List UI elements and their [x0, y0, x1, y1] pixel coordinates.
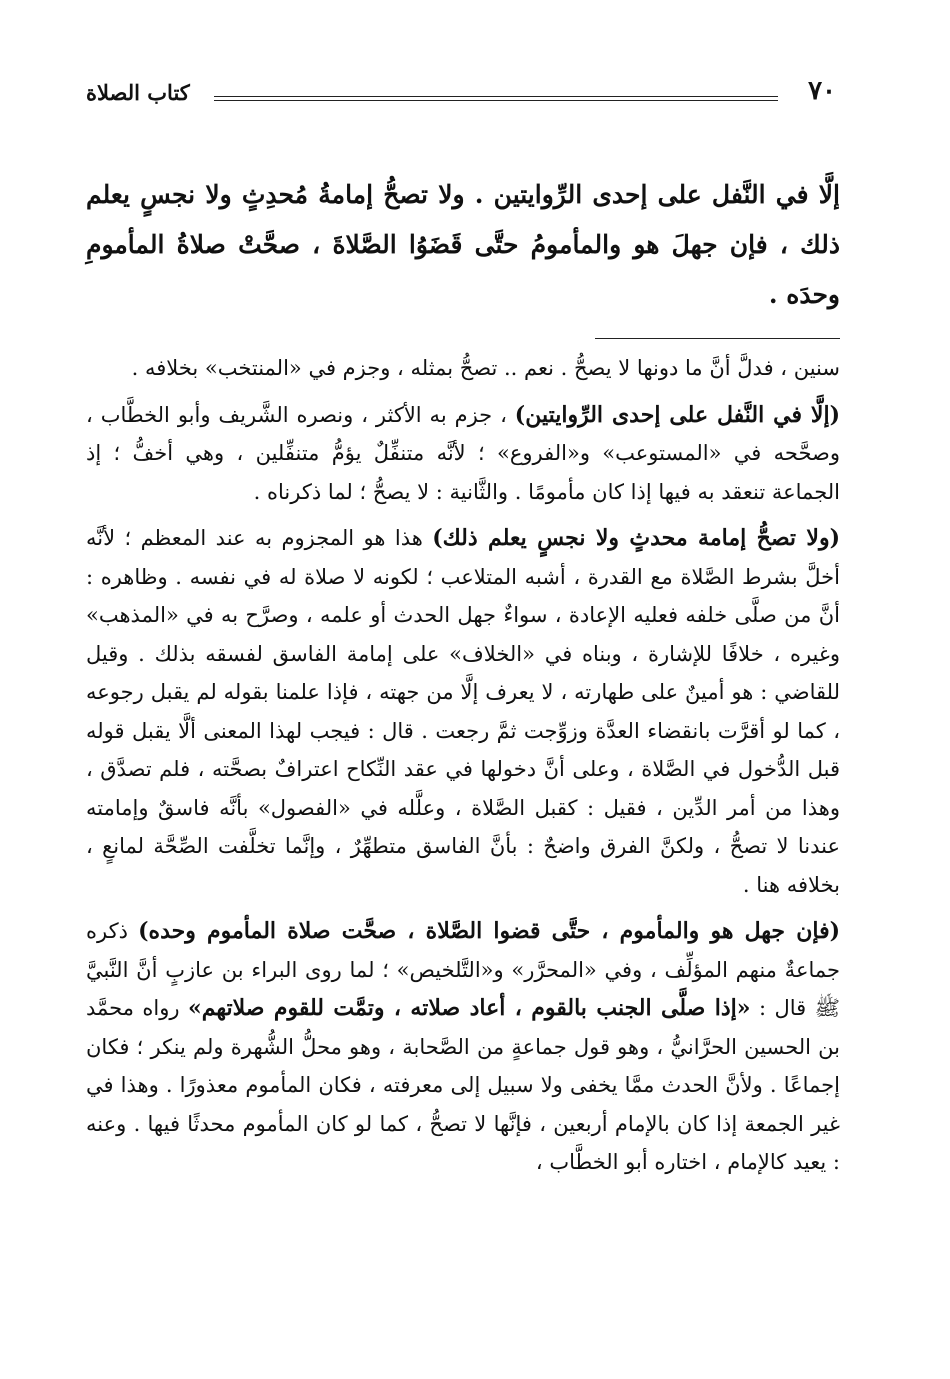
commentary-text: ذكره جماعةٌ منهم المؤلِّف ، وفي «المحرَّر» و«التَّلخيص» ؛ لما روى البراء بن عازبٍ أنَّ النَّبيَّ ﷺ قال :	[86, 919, 840, 1020]
main-text-block	[86, 170, 840, 320]
commentary-text: رواه محمَّد بن الحسين الحرَّانيُّ ، وهو قول جماعةٍ من الصَّحابة ، وهو محلُّ الشُّهرة ولم ينكر ؛ فكان إجماعًا . ولأنَّ الحدث ممَّا يخفى ولا سبيل إلى معرفته ، فكان المأموم معذورًا . وهذا في غير الجمعة إذا كان بالإمام أربعين ، فإنَّها لا تصحُّ ، كما لو كان المأموم محدثًا فيها . وعنه : يعيد كالإمام ، اختاره أبو الخطَّاب ،	[86, 996, 840, 1174]
header-rule	[214, 96, 778, 97]
commentary-text: هذا هو المجزوم به عند المعظم ؛ لأنَّه أخلَّ بشرط الصَّلاة مع القدرة ، أشبه المتلاعب ؛ لكونه لا صلاة له في نفسه . وظاهره : أنَّ من صلَّى خلفه فعليه الإعادة ، سواءٌ جهل الحدث أو علمه ، وصرَّح به في «المذهب» وغيره ، خلافًا للإشارة ، وبناه في «الخلاف» على إمامة الفاسق لفسقه بذلك . وقيل للقاضي : هو أمينٌ على طهارته ، لا يعرف إلَّا من جهته ، فإذا علمنا بقوله لم يقبل رجوعه ، كما لو أقرَّت بانقضاء العدَّة وزوِّجت ثمَّ رجعت . قال : فيجب لهذا المعنى ألَّا يقبل قوله قبل الدُّخول في الصَّلاة ، وعلى أنَّ دخولها في عقد النِّكاح اعترافٌ بصحَّته ، فلم تصدَّق ، وهذا من أمر الدِّين ، فقيل : كقبل الصَّلاة ، وعلَّله في «الفصول» بأنَّه فاسقٌ وإمامته عندنا لا تصحُّ ، ولكنَّ الفرق واضحٌ : بأنَّ الفاسق متطهِّرٌ ، وإنَّما تخلَّفت الصِّحَّة لمانعٍ ، بخلافه هنا .	[86, 526, 840, 897]
commentary-continuation: سنين ، فدلَّ أنَّ ما دونها لا يصحُّ . نعم .. تصحُّ بمثله ، وجزم في «المنتخب» بخلافه .	[131, 356, 840, 380]
commentary-block	[86, 349, 840, 1182]
book-title: كتاب الصلاة	[86, 80, 190, 105]
quoted-matn-lead: (إلَّا في النَّفل على إحدى الرِّوايتين)	[514, 401, 840, 428]
commentary-paragraph	[86, 519, 840, 904]
main-text: إلَّا في النَّفل على إحدى الرِّوايتين . ولا تصحُّ إمامةُ مُحدِثٍ ولا نجسٍ يعلم ذلك ، فإن جهلَ هو والمأمومُ حتَّى قَضَوُا الصَّلاةَ ، صحَّتْ صلاةُ المأمومِ وحدَه .	[86, 180, 841, 309]
page-header	[86, 70, 840, 126]
hadith-quote: «إذا صلَّى الجنب بالقوم ، أعاد صلاته ، وتمَّت للقوم صلاتهم»	[187, 995, 751, 1021]
commentary-paragraph	[86, 396, 840, 512]
quoted-matn-lead: (فإن جهل هو والمأموم ، حتَّى قضوا الصَّلاة ، صحَّت صلاة المأموم وحده)	[138, 918, 840, 944]
commentary-paragraph	[86, 912, 840, 1182]
quoted-matn-lead: (ولا تصحُّ إمامة محدثٍ ولا نجسٍ يعلم ذلك)	[432, 525, 840, 551]
book-page	[86, 70, 840, 1360]
footnote-separator	[595, 338, 840, 339]
commentary-text: ، جزم به الأكثر ، ونصره الشَّريف وأبو الخطَّاب ، وصحَّحه في «المستوعب» و«الفروع» ؛ لأنَّه متنفِّلٌ يؤمُّ متنفِّلين ، وهي أخفُّ ؛ إذ الجماعة تنعقد به فيها إذا كان مأمومًا . والثَّانية : لا يصحُّ ؛ لما ذكرناه .	[86, 402, 840, 504]
page-number: ٧٠	[808, 76, 836, 106]
header-rule-double	[214, 100, 778, 101]
